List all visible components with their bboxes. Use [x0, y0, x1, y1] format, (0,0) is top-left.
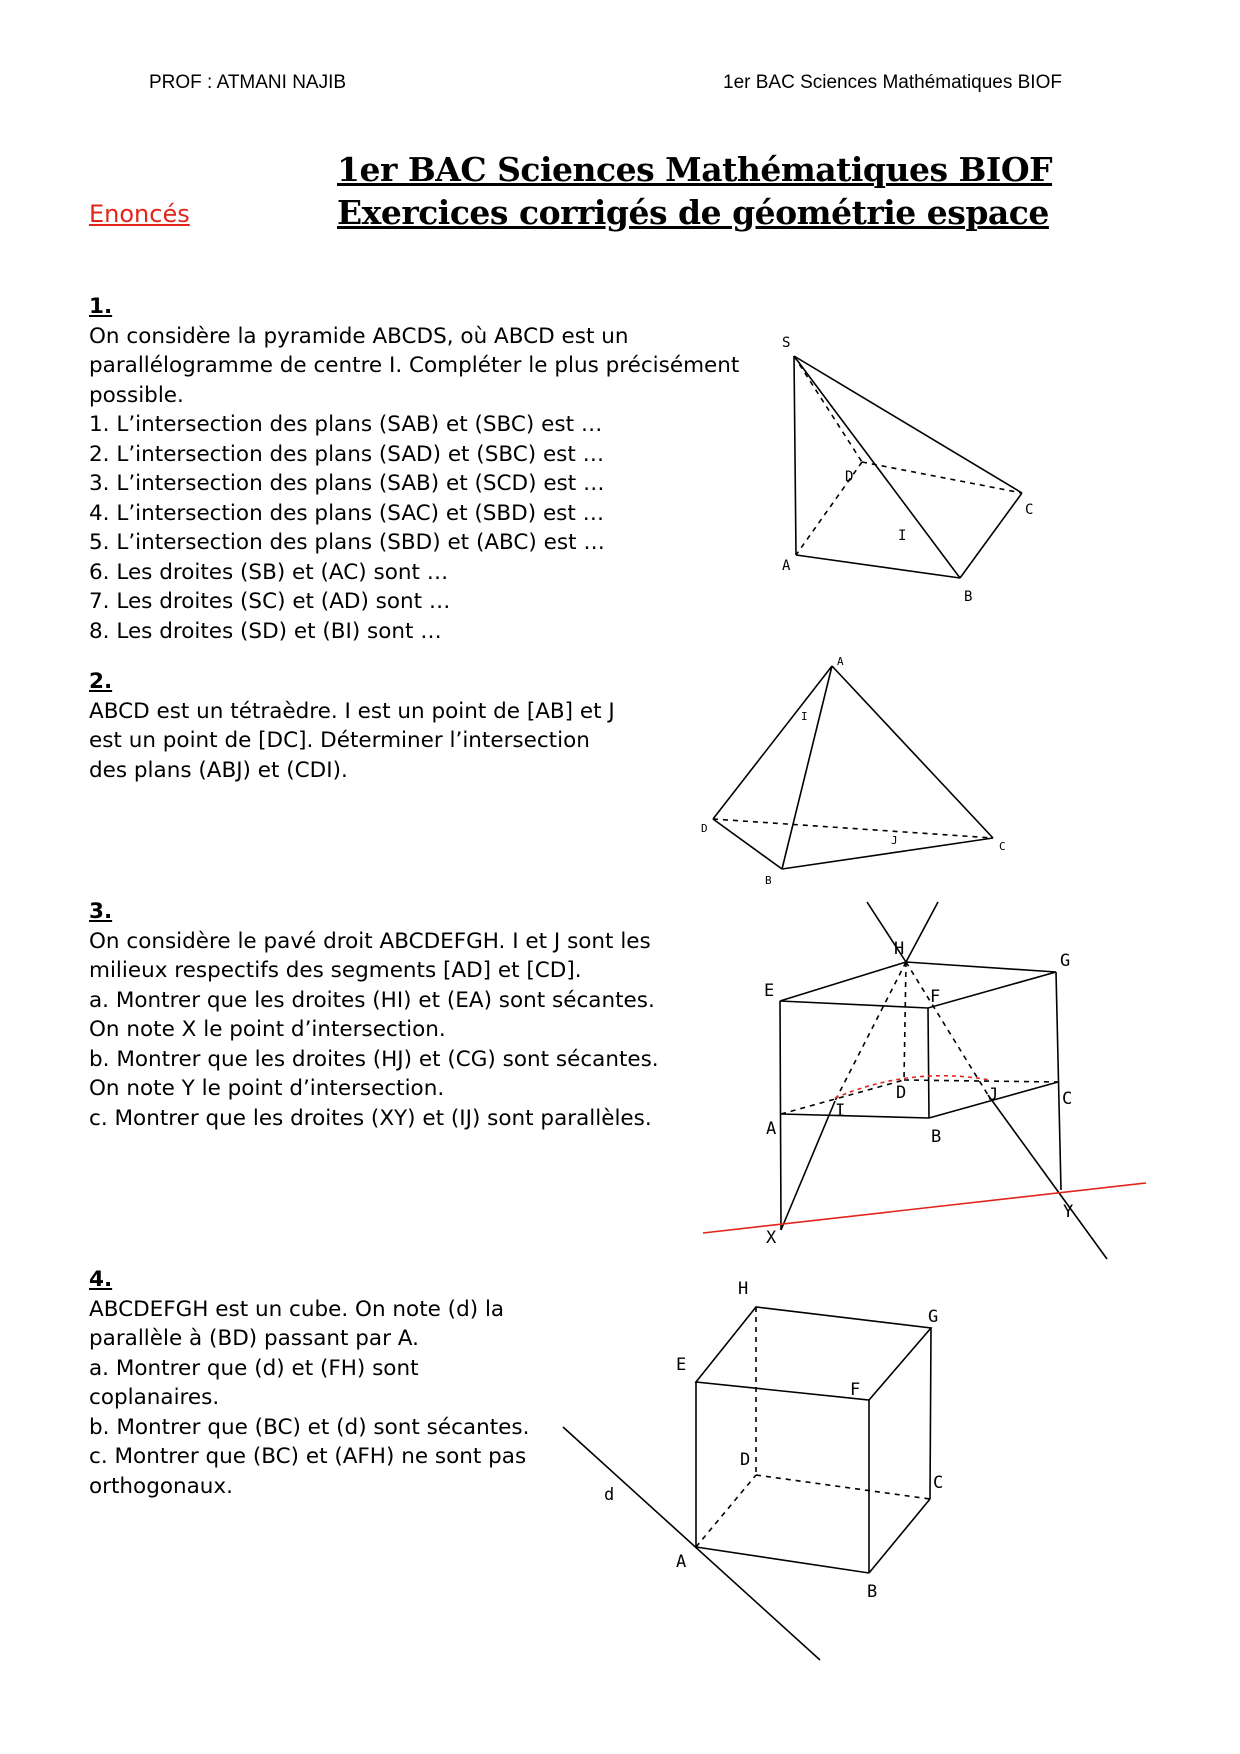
figure3-label-A: A	[766, 1119, 777, 1139]
figure2-label-A: A	[837, 655, 844, 668]
figure4-label-B: B	[867, 1582, 878, 1602]
figure1-label-I: I	[898, 528, 907, 544]
exercise-line: b. Montrer que les droites (HJ) et (CG) sont sécantes.	[89, 1046, 659, 1072]
exercise-line: 1. L’intersection des plans (SAB) et (SBC) est …	[89, 412, 603, 437]
figure4-label-F: F	[850, 1380, 861, 1400]
exercise-number: 1.	[89, 294, 113, 319]
exercise-line: milieux respectifs des segments [AD] et [CD].	[89, 958, 582, 983]
figure4-label-d: d	[604, 1485, 615, 1505]
figure4-label-H: H	[738, 1279, 749, 1299]
figure3-label-X: X	[766, 1228, 777, 1248]
exercise-line: parallèle à (BD) passant par A.	[89, 1326, 419, 1351]
figure4-label-E: E	[676, 1355, 687, 1375]
figure3-label-D: D	[896, 1083, 907, 1103]
header-course: 1er BAC Sciences Mathématiques BIOF	[723, 72, 1062, 93]
figure2-label-B: B	[765, 874, 772, 887]
figure3-label-C: C	[1062, 1089, 1073, 1109]
exercise-line: a. Montrer que (d) et (FH) sont	[89, 1355, 419, 1381]
page-title-line-2: Exercices corrigés de géométrie espace	[337, 193, 1049, 232]
figure3-label-G: G	[1060, 951, 1071, 971]
exercise-line: On note X le point d’intersection.	[89, 1017, 446, 1042]
figure1-label-A: A	[782, 558, 791, 574]
figure1-label-D: D	[845, 469, 854, 485]
page-title-line-1: 1er BAC Sciences Mathématiques BIOF	[337, 150, 1053, 189]
figure2-label-J: J	[891, 834, 898, 847]
figure4-label-D: D	[740, 1450, 751, 1470]
figure4-label-C: C	[933, 1473, 944, 1493]
exercise-line: On note Y le point d’intersection.	[89, 1076, 445, 1101]
figure4-label-A: A	[676, 1552, 687, 1572]
figure4-label-G: G	[928, 1307, 939, 1327]
figure-cube	[563, 1307, 931, 1660]
exercise-line: On considère la pyramide ABCDS, où ABCD est un	[89, 323, 629, 349]
figure3-label-H: H	[894, 939, 905, 959]
figure-tetrahedron	[713, 666, 993, 869]
exercise-number: 3.	[89, 899, 113, 924]
exercise-line: 8. Les droites (SD) et (BI) sont …	[89, 618, 442, 644]
figure1-label-C: C	[1025, 502, 1034, 518]
figure3-label-I: I	[835, 1101, 846, 1121]
exercise-line: b. Montrer que (BC) et (d) sont sécantes.	[89, 1414, 530, 1440]
figure1-label-S: S	[782, 335, 791, 351]
exercise-line: ABCDEFGH est un cube. On note (d) la	[89, 1296, 505, 1322]
exercise-line: 3. L’intersection des plans (SAB) et (SCD) est …	[89, 471, 605, 496]
figure3-label-B: B	[931, 1127, 942, 1147]
exercise-line: est un point de [DC]. Déterminer l’intersection	[89, 728, 590, 753]
exercise-line: 2. L’intersection des plans (SAD) et (SBC) est …	[89, 441, 605, 467]
figure3-label-E: E	[764, 981, 775, 1001]
exercise-line: a. Montrer que les droites (HI) et (EA) sont sécantes.	[89, 987, 655, 1013]
figure2-label-I: I	[801, 710, 808, 723]
section-label: Enoncés	[89, 200, 190, 228]
exercise-line: On considère le pavé droit ABCDEFGH. I et J sont les	[89, 928, 651, 954]
figure1-label-B: B	[964, 589, 973, 605]
figure2-label-D: D	[701, 822, 708, 835]
exercise-line: des plans (ABJ) et (CDI).	[89, 757, 348, 783]
exercise-number: 4.	[89, 1267, 113, 1292]
figure-box	[703, 902, 1146, 1259]
exercise-line: possible.	[89, 382, 184, 408]
exercise-line: c. Montrer que les droites (XY) et (IJ) sont parallèles.	[89, 1105, 652, 1131]
exercise-line: parallélogramme de centre I. Compléter le plus précisément	[89, 353, 740, 378]
figure3-label-F: F	[930, 987, 941, 1007]
exercise-line: 7. Les droites (SC) et (AD) sont …	[89, 589, 451, 614]
exercise-line: 4. L’intersection des plans (SAC) et (SBD) est …	[89, 500, 605, 526]
figure2-label-C: C	[999, 840, 1006, 853]
figure-pyramid	[794, 356, 1022, 578]
exercise-number: 2.	[89, 669, 113, 694]
exercise-line: orthogonaux.	[89, 1473, 233, 1499]
exercise-line: 5. L’intersection des plans (SBD) et (ABC) est …	[89, 530, 605, 555]
exercise-line: c. Montrer que (BC) et (AFH) ne sont pas	[89, 1444, 527, 1469]
exercise-line: ABCD est un tétraèdre. I est un point de [AB] et J	[89, 698, 615, 724]
exercise-line: 6. Les droites (SB) et (AC) sont …	[89, 559, 449, 585]
figure3-label-J: J	[988, 1085, 999, 1105]
header-author: PROF : ATMANI NAJIB	[149, 72, 347, 93]
exercise-line: coplanaires.	[89, 1385, 220, 1410]
figure3-label-Y: Y	[1063, 1202, 1074, 1222]
